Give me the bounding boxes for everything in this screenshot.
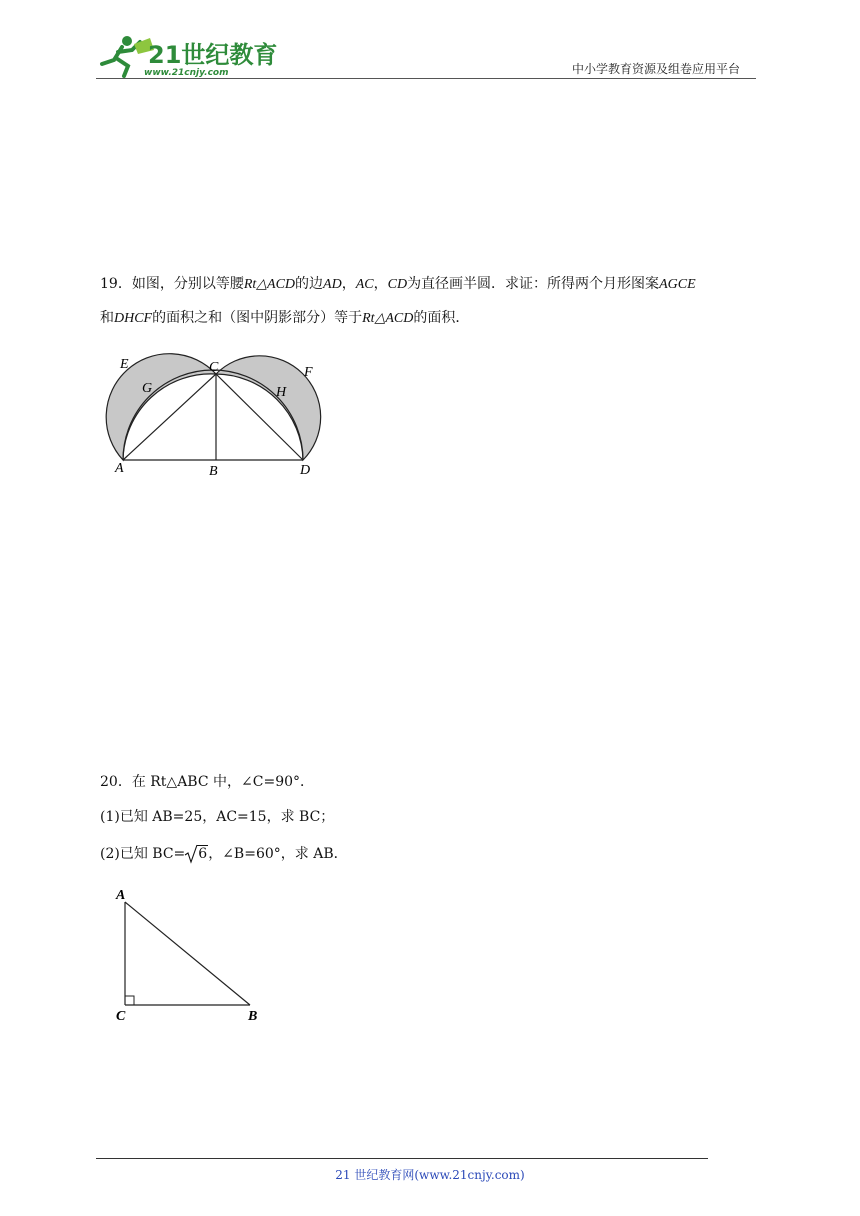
- logo-url: www.21cnjy.com: [144, 68, 229, 78]
- sqrt-six: 6: [185, 837, 208, 871]
- q19-line1: 19．如图，分别以等腰Rt△ACD的边AD，AC，CD为直径画半圆．求证：所得两个月形图案AGCE: [100, 276, 696, 292]
- q19-line2: 和DHCF的面积之和（图中阴影部分）等于Rt△ACD的面积．: [100, 310, 470, 326]
- logo-text: 21世纪教育: [148, 41, 278, 69]
- q19-number: 19．: [100, 276, 132, 292]
- label-a: A: [116, 888, 126, 903]
- footer-text: 21 世纪教育网(www.21cnjy.com): [335, 1168, 525, 1182]
- segment-ab: [125, 902, 250, 1005]
- label-e: E: [120, 357, 129, 372]
- q20-triangle-figure: [100, 880, 280, 1030]
- q20-line2: (1)已知 AB=25，AC=15，求 BC；: [100, 809, 335, 825]
- site-logo: [94, 30, 278, 80]
- label-b: B: [209, 464, 218, 479]
- label-f: F: [304, 365, 313, 380]
- label-c: C: [209, 360, 219, 375]
- label-c: C: [116, 1009, 126, 1024]
- right-angle-mark: [125, 996, 134, 1005]
- q20-line3: (2)已知 BC= 6，∠B=60°，求 AB．: [100, 837, 348, 871]
- q19-lune-figure: [100, 350, 340, 480]
- header-platform-text: 中小学教育资源及组卷应用平台: [572, 62, 741, 76]
- label-a: A: [115, 461, 124, 476]
- q20-line1: 20．在 Rt△ABC 中，∠C=90°．: [100, 774, 315, 790]
- label-d: D: [300, 463, 311, 478]
- header-divider: [96, 78, 756, 79]
- label-b: B: [248, 1009, 258, 1024]
- label-h: H: [276, 385, 287, 400]
- label-g: G: [142, 381, 153, 396]
- footer-divider: [96, 1158, 708, 1159]
